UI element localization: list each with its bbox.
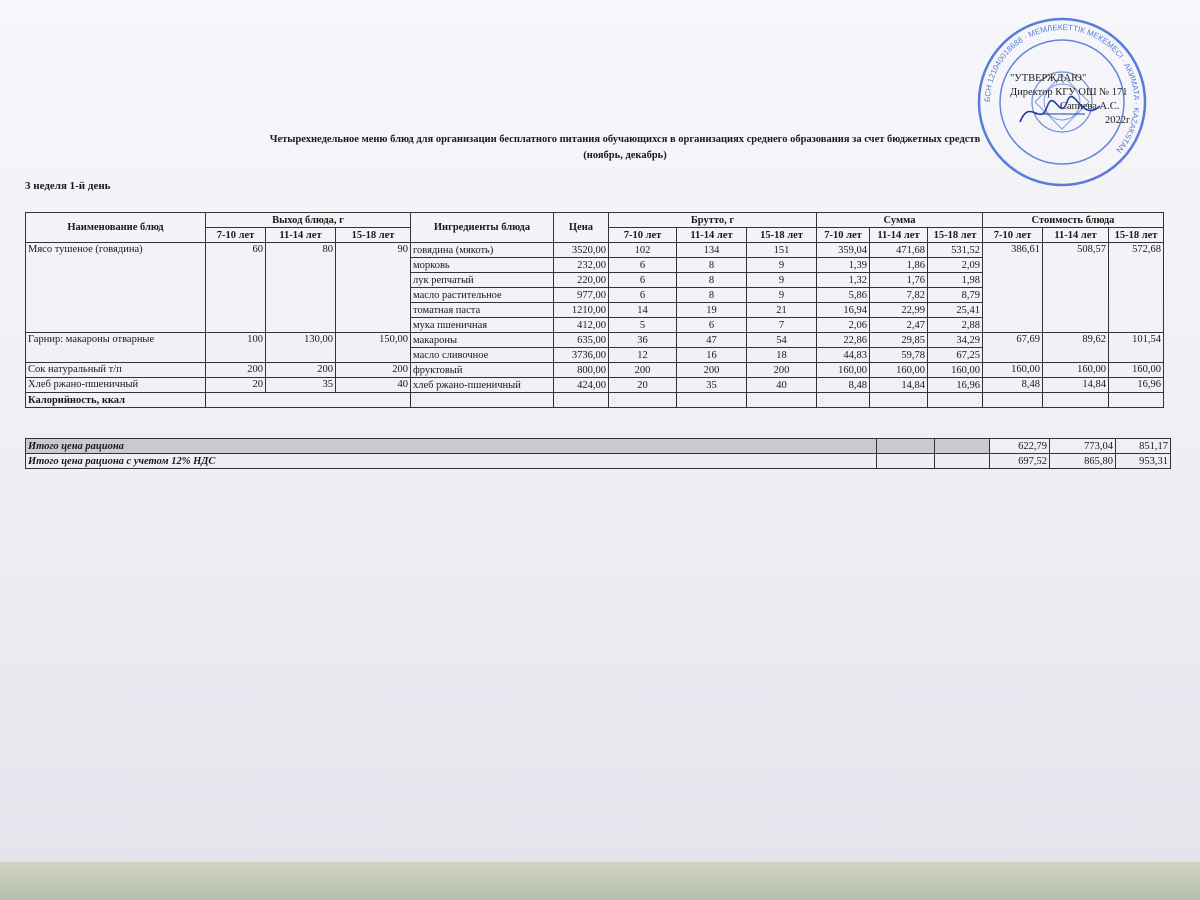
dish-name: Гарнир: макароны отварные xyxy=(26,333,206,363)
age-header: 15-18 лет xyxy=(928,228,983,243)
dish-cost: 16,96 xyxy=(1109,378,1164,393)
total-value: 851,17 xyxy=(1116,439,1171,454)
menu-body xyxy=(26,243,1164,408)
sum-value: 16,94 xyxy=(817,303,870,318)
dish-output: 150,00 xyxy=(336,333,411,363)
vat-row xyxy=(26,454,1171,469)
sum-value: 2,06 xyxy=(817,318,870,333)
sum-value: 7,82 xyxy=(870,288,928,303)
empty-cell xyxy=(870,393,928,408)
menu-table xyxy=(25,212,1164,408)
age-header: 7-10 лет xyxy=(983,228,1043,243)
brutto-value: 19 xyxy=(677,303,747,318)
sum-value: 1,86 xyxy=(870,258,928,273)
age-header: 7-10 лет xyxy=(206,228,266,243)
brutto-value: 16 xyxy=(677,348,747,363)
sum-value: 34,29 xyxy=(928,333,983,348)
total-row xyxy=(26,439,1171,454)
dish-cost: 101,54 xyxy=(1109,333,1164,363)
calories-row xyxy=(26,393,1164,408)
dish-output: 90 xyxy=(336,243,411,333)
sum-value: 471,68 xyxy=(870,243,928,258)
header-cost: Стоимость блюда xyxy=(983,213,1164,228)
ingredient-price: 3520,00 xyxy=(554,243,609,258)
age-header: 15-18 лет xyxy=(336,228,411,243)
empty-cell xyxy=(928,393,983,408)
dish-output: 40 xyxy=(336,378,411,393)
dish-output: 20 xyxy=(206,378,266,393)
total-label: Итого цена рациона xyxy=(26,439,877,454)
document-title xyxy=(200,132,1050,164)
dish-cost: 160,00 xyxy=(1109,363,1164,378)
brutto-value: 40 xyxy=(747,378,817,393)
ingredient-name: фруктовый xyxy=(411,363,554,378)
sum-value: 16,96 xyxy=(928,378,983,393)
ingredient-name: хлеб ржано-пшеничный xyxy=(411,378,554,393)
week-label: 3 неделя 1-й день xyxy=(25,180,111,192)
sum-value: 1,32 xyxy=(817,273,870,288)
approval-line: 2022г xyxy=(1105,115,1131,126)
sum-value: 14,84 xyxy=(870,378,928,393)
empty-cell xyxy=(877,454,935,469)
sum-value: 160,00 xyxy=(870,363,928,378)
sum-value: 44,83 xyxy=(817,348,870,363)
sum-value: 1,98 xyxy=(928,273,983,288)
table-row xyxy=(26,333,1164,348)
brutto-value: 18 xyxy=(747,348,817,363)
age-header: 11-14 лет xyxy=(870,228,928,243)
ingredient-price: 1210,00 xyxy=(554,303,609,318)
background-surface xyxy=(0,862,1200,900)
brutto-value: 9 xyxy=(747,258,817,273)
brutto-value: 8 xyxy=(677,273,747,288)
dish-name: Сок натуральный т/п xyxy=(26,363,206,378)
ingredient-name: лук репчатый xyxy=(411,273,554,288)
ingredient-price: 800,00 xyxy=(554,363,609,378)
brutto-value: 21 xyxy=(747,303,817,318)
brutto-value: 7 xyxy=(747,318,817,333)
ingredient-price: 635,00 xyxy=(554,333,609,348)
table-row xyxy=(26,243,1164,258)
age-header: 7-10 лет xyxy=(609,228,677,243)
approval-line: Сапиева А.С. xyxy=(1060,101,1120,112)
age-header: 7-10 лет xyxy=(817,228,870,243)
sum-value: 160,00 xyxy=(817,363,870,378)
dish-output: 200 xyxy=(336,363,411,378)
dish-output: 60 xyxy=(206,243,266,333)
header-sum: Сумма xyxy=(817,213,983,228)
empty-cell xyxy=(609,393,677,408)
age-header: 11-14 лет xyxy=(677,228,747,243)
empty-cell xyxy=(983,393,1043,408)
ingredient-name: томатная паста xyxy=(411,303,554,318)
totals-table xyxy=(25,438,1171,469)
brutto-value: 14 xyxy=(609,303,677,318)
header-ingredients: Ингредиенты блюда xyxy=(411,213,554,243)
dish-output: 200 xyxy=(266,363,336,378)
ingredient-name: масло растительное xyxy=(411,288,554,303)
svg-text:БСН 121040018688 · МЕМЛЕКЕТТІК: БСН 121040018688 · МЕМЛЕКЕТТІК МЕКЕМЕСІ · АКИМАТА · KAZAKSTAN xyxy=(982,22,1142,155)
title-period: (ноябрь, декабрь) xyxy=(583,150,667,161)
sum-value: 2,09 xyxy=(928,258,983,273)
sum-value: 8,48 xyxy=(817,378,870,393)
dish-cost: 67,69 xyxy=(983,333,1043,363)
dish-cost: 160,00 xyxy=(983,363,1043,378)
brutto-value: 8 xyxy=(677,258,747,273)
empty-cell xyxy=(747,393,817,408)
calories-label: Калорийность, ккал xyxy=(26,393,206,408)
dish-cost: 386,61 xyxy=(983,243,1043,333)
brutto-value: 200 xyxy=(609,363,677,378)
header-price: Цена xyxy=(554,213,609,243)
dish-name: Хлеб ржано-пшеничный xyxy=(26,378,206,393)
header-output: Выход блюда, г xyxy=(206,213,411,228)
table-row xyxy=(26,363,1164,378)
sum-value: 531,52 xyxy=(928,243,983,258)
dish-cost: 160,00 xyxy=(1043,363,1109,378)
sum-value: 1,76 xyxy=(870,273,928,288)
brutto-value: 6 xyxy=(609,258,677,273)
dish-cost: 572,68 xyxy=(1109,243,1164,333)
header-dish: Наименование блюд xyxy=(26,213,206,243)
sum-value: 359,04 xyxy=(817,243,870,258)
sum-value: 1,39 xyxy=(817,258,870,273)
brutto-value: 12 xyxy=(609,348,677,363)
dish-output: 200 xyxy=(206,363,266,378)
dish-output: 100 xyxy=(206,333,266,363)
empty-cell xyxy=(935,454,990,469)
ingredient-name: масло сливочное xyxy=(411,348,554,363)
empty-cell xyxy=(1043,393,1109,408)
vat-value: 865,80 xyxy=(1050,454,1116,469)
sum-value: 67,25 xyxy=(928,348,983,363)
sum-value: 25,41 xyxy=(928,303,983,318)
brutto-value: 54 xyxy=(747,333,817,348)
brutto-value: 9 xyxy=(747,288,817,303)
brutto-value: 102 xyxy=(609,243,677,258)
brutto-value: 8 xyxy=(677,288,747,303)
header-brutto: Брутто, г xyxy=(609,213,817,228)
approval-line: Директор КГУ ОШ № 171 xyxy=(1010,87,1128,98)
empty-cell xyxy=(411,393,554,408)
ingredient-price: 232,00 xyxy=(554,258,609,273)
dish-output: 35 xyxy=(266,378,336,393)
ingredient-name: морковь xyxy=(411,258,554,273)
brutto-value: 151 xyxy=(747,243,817,258)
table-row xyxy=(26,378,1164,393)
empty-cell xyxy=(817,393,870,408)
vat-value: 953,31 xyxy=(1116,454,1171,469)
empty-cell xyxy=(877,439,935,454)
age-header: 11-14 лет xyxy=(1043,228,1109,243)
ingredient-name: мука пшеничная xyxy=(411,318,554,333)
sum-value: 8,79 xyxy=(928,288,983,303)
sum-value: 2,88 xyxy=(928,318,983,333)
empty-cell xyxy=(554,393,609,408)
vat-value: 697,52 xyxy=(990,454,1050,469)
age-header: 11-14 лет xyxy=(266,228,336,243)
dish-cost: 508,57 xyxy=(1043,243,1109,333)
ingredient-price: 3736,00 xyxy=(554,348,609,363)
total-value: 773,04 xyxy=(1050,439,1116,454)
brutto-value: 35 xyxy=(677,378,747,393)
ingredient-price: 977,00 xyxy=(554,288,609,303)
brutto-value: 5 xyxy=(609,318,677,333)
dish-cost: 8,48 xyxy=(983,378,1043,393)
sum-value: 59,78 xyxy=(870,348,928,363)
age-header: 15-18 лет xyxy=(747,228,817,243)
ingredient-name: макароны xyxy=(411,333,554,348)
brutto-value: 20 xyxy=(609,378,677,393)
empty-cell xyxy=(1109,393,1164,408)
dish-output: 80 xyxy=(266,243,336,333)
total-value: 622,79 xyxy=(990,439,1050,454)
brutto-value: 200 xyxy=(677,363,747,378)
ingredient-price: 220,00 xyxy=(554,273,609,288)
signature xyxy=(1015,92,1105,132)
brutto-value: 9 xyxy=(747,273,817,288)
empty-cell xyxy=(206,393,411,408)
dish-cost: 14,84 xyxy=(1043,378,1109,393)
dish-name: Мясо тушеное (говядина) xyxy=(26,243,206,333)
ingredient-name: говядина (мякоть) xyxy=(411,243,554,258)
ingredient-price: 424,00 xyxy=(554,378,609,393)
sum-value: 22,99 xyxy=(870,303,928,318)
sum-value: 5,86 xyxy=(817,288,870,303)
empty-cell xyxy=(677,393,747,408)
sum-value: 22,86 xyxy=(817,333,870,348)
vat-label: Итого цена рациона с учетом 12% НДС xyxy=(26,454,877,469)
brutto-value: 6 xyxy=(609,273,677,288)
title-line: Четырехнедельное меню блюд для организации бесплатного питания обучающихся в организациях среднего образования за счет бюджетных средств xyxy=(269,134,981,145)
empty-cell xyxy=(935,439,990,454)
brutto-value: 47 xyxy=(677,333,747,348)
brutto-value: 134 xyxy=(677,243,747,258)
sum-value: 29,85 xyxy=(870,333,928,348)
approval-line: "УТВЕРЖДАЮ" xyxy=(1010,73,1087,84)
dish-output: 130,00 xyxy=(266,333,336,363)
ingredient-price: 412,00 xyxy=(554,318,609,333)
brutto-value: 200 xyxy=(747,363,817,378)
brutto-value: 6 xyxy=(609,288,677,303)
age-header: 15-18 лет xyxy=(1109,228,1164,243)
dish-cost: 89,62 xyxy=(1043,333,1109,363)
sum-value: 2,47 xyxy=(870,318,928,333)
brutto-value: 36 xyxy=(609,333,677,348)
brutto-value: 6 xyxy=(677,318,747,333)
sum-value: 160,00 xyxy=(928,363,983,378)
